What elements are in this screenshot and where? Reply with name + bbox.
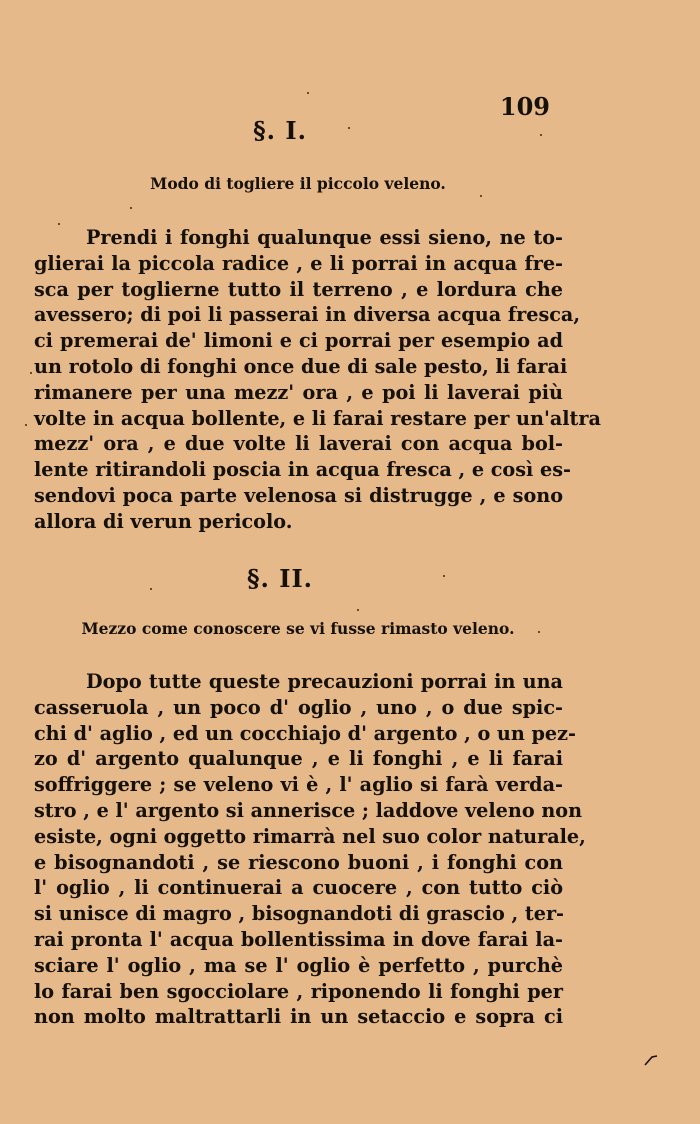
text-line: volte in acqua bollente, e li farai restare per un'altra (34, 406, 601, 430)
text-line: glierai la piccola radice , e li porrai in acqua fre- (34, 251, 563, 275)
paragraph-1 (34, 225, 601, 535)
text-line: esiste, ogni oggetto rimarrà nel suo color naturale, (34, 824, 586, 848)
text-line: ci premerai de' limoni e ci porrai per esempio ad (34, 329, 563, 353)
text-line: un rotolo di fonghi once due di sale pesto, li farai (34, 354, 568, 378)
page-number: 109 (499, 92, 550, 121)
text-line: sendovi poca parte velenosa si distrugge , e sono (34, 483, 563, 507)
ink-mark (644, 1052, 658, 1066)
paragraph-2 (34, 669, 586, 1030)
text-line: soffriggere ; se veleno vi è , l' aglio si farà verda- (34, 773, 563, 797)
text-line: chi d' aglio , ed un cocchiajo d' argento , o un pez- (34, 721, 576, 745)
text-line: non molto maltrattarli in un setaccio e sopra ci (34, 1005, 563, 1029)
text-line: zo d' argento qualunque , e li fonghi , e li farai (34, 747, 563, 771)
text-line: lente ritirandoli poscia in acqua fresca , e così es- (34, 458, 571, 482)
text-line: allora di verun pericolo. (34, 509, 293, 533)
text-line: Dopo tutte queste precauzioni porrai in una (86, 670, 563, 693)
text-line: sciare l' oglio , ma se l' oglio è perfetto , purchè (34, 953, 563, 977)
text-line: l' oglio , li continuerai a cuocere , con tutto ciò (34, 876, 563, 900)
text-line: rai pronta l' acqua bollentissima in dove farai la- (34, 927, 563, 951)
text-line: avessero; di poi li passerai in diversa acqua fresca, (34, 303, 581, 327)
text-line: lo farai ben sgocciolare , riponendo li fonghi per (34, 979, 563, 1003)
section-heading-2: §. II. (246, 564, 314, 593)
text-line: si unisce di magro , bisognandoti di grascio , ter- (34, 902, 565, 926)
text-line: casseruola , un poco d' oglio , uno , o due spic- (34, 695, 563, 719)
text-line: mezz' ora , e due volte li laverai con acqua bol- (34, 432, 563, 456)
section-heading-1: §. I. (253, 116, 307, 145)
section-title-1: Modo di togliere il piccolo veleno. (150, 174, 446, 193)
text-line: rimanere per una mezz' ora , e poi li laverai più (34, 380, 563, 404)
text-line: Prendi i fonghi qualunque essi sieno, ne to- (86, 226, 563, 249)
text-line: sca per toglierne tutto il terreno , e lordura che (34, 277, 563, 301)
text-line: e bisognandoti , se riescono buoni , i fonghi con (34, 850, 563, 874)
section-title-2: Mezzo come conoscere se vi fusse rimasto veleno. (81, 619, 515, 638)
text-line: stro , e l' argento si annerisce ; laddove veleno non (34, 798, 583, 822)
